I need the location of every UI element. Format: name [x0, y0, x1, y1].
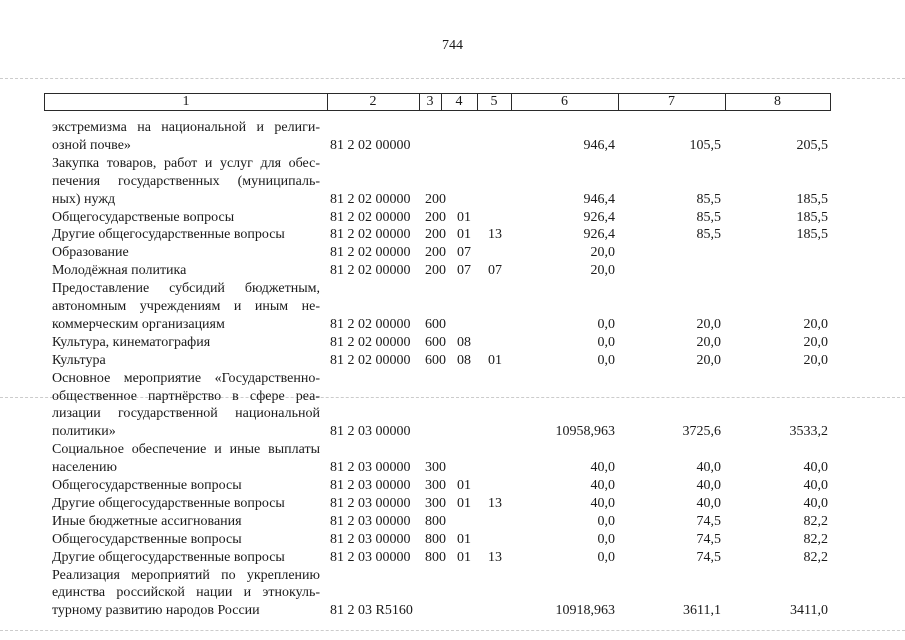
scan-line-bottom	[0, 630, 905, 631]
cell-c4: 01	[457, 549, 471, 565]
cell-c3: 800	[425, 513, 446, 529]
header-col-7: 7	[668, 94, 675, 109]
cell-c7: 85,5	[696, 209, 721, 225]
cell-c1: Закупка товаров, работ и услуг для обес-	[52, 155, 320, 171]
page-number: 744	[442, 38, 463, 53]
cell-c1: экстремизма на национальной и религи-	[52, 120, 320, 135]
cell-c2: 81 2 03 00000	[330, 478, 411, 493]
table-row	[0, 567, 905, 585]
table-row	[0, 459, 905, 477]
cell-c8: 20,0	[803, 316, 828, 332]
cell-c2: 81 2 03 00000	[330, 495, 411, 511]
header-col-4: 4	[455, 94, 463, 109]
cell-c3: 200	[425, 191, 446, 207]
cell-c6: 40,0	[590, 478, 615, 493]
table-row	[0, 334, 905, 352]
cell-c4: 07	[457, 263, 471, 279]
cell-c5: 13	[488, 549, 502, 565]
table-row	[0, 477, 905, 495]
table-row	[0, 280, 905, 298]
cell-c3: 600	[425, 334, 446, 350]
cell-c8: 20,0	[803, 352, 828, 368]
cell-c4: 07	[457, 245, 471, 261]
cell-c1: автономным учреждениям и иным не-	[52, 299, 320, 314]
cell-c6: 40,0	[590, 495, 615, 511]
cell-c7: 105,5	[689, 137, 721, 153]
cell-c6: 0,0	[597, 334, 615, 350]
cell-c4: 08	[457, 352, 471, 368]
cell-c1: Культура, кинематография	[52, 334, 211, 350]
cell-c6: 926,4	[583, 227, 615, 243]
cell-c1: коммерческим организациям	[52, 316, 225, 332]
cell-c1: политики»	[52, 424, 116, 440]
table-row	[0, 405, 905, 423]
cell-c3: 300	[425, 478, 446, 493]
cell-c6: 0,0	[597, 352, 615, 368]
cell-c7: 85,5	[696, 191, 721, 207]
header-col-1: 1	[182, 94, 190, 109]
cell-c1: Общегосударственые вопросы	[52, 209, 235, 225]
cell-c8: 82,2	[803, 531, 828, 547]
cell-c6: 10958,963	[555, 424, 615, 440]
cell-c1: Общегосударственные вопросы	[52, 478, 242, 493]
table-row	[0, 495, 905, 513]
cell-c2: 81 2 02 00000	[330, 245, 411, 261]
table-row	[0, 262, 905, 280]
cell-c7: 20,0	[696, 352, 721, 368]
table-row	[0, 173, 905, 191]
cell-c2: 81 2 02 00000	[330, 227, 411, 243]
cell-c3: 800	[425, 549, 446, 565]
cell-c2: 81 2 02 00000	[330, 352, 411, 368]
cell-c7: 20,0	[696, 316, 721, 332]
cell-c4: 08	[457, 334, 471, 350]
cell-c2: 81 2 03 00000	[330, 424, 411, 440]
cell-c1: общественное партнёрство в сфере реа-	[52, 388, 320, 404]
cell-c2: 81 2 03 00000	[330, 549, 411, 565]
table-row	[0, 155, 905, 173]
cell-c2: 81 2 02 00000	[330, 263, 411, 279]
cell-c4: 01	[457, 227, 471, 243]
cell-c7: 40,0	[696, 460, 721, 476]
cell-c6: 946,4	[583, 137, 615, 153]
cell-c7: 3611,1	[683, 603, 721, 619]
cell-c7: 40,0	[696, 478, 721, 493]
cell-c1: Общегосударственные вопросы	[52, 531, 242, 547]
header-col-3: 3	[426, 94, 434, 109]
cell-c8: 40,0	[803, 478, 828, 493]
cell-c1: Предоставление субсидий бюджетным,	[52, 281, 320, 297]
cell-c1: Основное мероприятие «Государственно-	[52, 370, 320, 386]
header-col-2: 2	[369, 94, 377, 109]
table-header	[44, 93, 831, 111]
cell-c3: 200	[425, 209, 446, 225]
table-row	[0, 119, 905, 137]
table-row	[0, 370, 905, 388]
cell-c6: 0,0	[597, 531, 615, 547]
header-col-5: 5	[490, 94, 498, 109]
table-row	[0, 513, 905, 531]
table-row	[0, 209, 905, 227]
cell-c8: 185,5	[796, 227, 828, 243]
table-row	[0, 584, 905, 602]
cell-c1: населению	[52, 460, 117, 476]
cell-c1: Молодёжная политика	[52, 263, 187, 279]
cell-c2: 81 2 02 00000	[330, 137, 411, 153]
cell-c1: Реализация мероприятий по укреплению	[52, 567, 320, 583]
cell-c1: Другие общегосударственные вопросы	[52, 227, 285, 243]
cell-c6: 926,4	[583, 209, 615, 225]
cell-c7: 40,0	[696, 495, 721, 511]
cell-c6: 20,0	[590, 245, 615, 261]
table-row	[0, 388, 905, 406]
header-col-8: 8	[774, 94, 781, 109]
cell-c3: 200	[425, 263, 446, 279]
table-row	[0, 549, 905, 567]
cell-c3: 200	[425, 227, 446, 243]
table-row	[0, 531, 905, 549]
cell-c7: 3725,6	[682, 424, 721, 440]
cell-c3: 300	[425, 460, 446, 476]
table-row	[0, 298, 905, 316]
cell-c8: 185,5	[796, 191, 828, 207]
cell-c1: Социальное обеспечение и иные выплаты	[52, 442, 320, 458]
cell-c6: 0,0	[597, 513, 615, 529]
cell-c2: 81 2 03 00000	[330, 531, 411, 547]
cell-c6: 0,0	[597, 316, 615, 332]
cell-c2: 81 2 03 R5160	[330, 603, 413, 619]
table-row	[0, 441, 905, 459]
cell-c4: 01	[457, 209, 471, 225]
table-row	[0, 226, 905, 244]
cell-c4: 01	[457, 478, 471, 493]
cell-c2: 81 2 03 00000	[330, 513, 411, 529]
header-col-6: 6	[561, 94, 568, 109]
table-row	[0, 137, 905, 155]
cell-c6: 40,0	[590, 460, 615, 476]
cell-c8: 205,5	[796, 137, 828, 153]
cell-c8: 40,0	[803, 460, 828, 476]
cell-c2: 81 2 02 00000	[330, 209, 411, 225]
cell-c8: 40,0	[803, 495, 828, 511]
cell-c7: 74,5	[696, 513, 721, 529]
table-row	[0, 191, 905, 209]
cell-c4: 01	[457, 495, 471, 511]
cell-c7: 20,0	[696, 334, 721, 350]
table-row	[0, 423, 905, 441]
cell-c5: 01	[488, 352, 502, 368]
cell-c1: ных) нужд	[52, 191, 116, 207]
cell-c8: 3533,2	[789, 424, 828, 440]
table-row	[0, 352, 905, 370]
cell-c1: единства российской нации и этнокуль-	[52, 585, 320, 601]
scan-line-top	[0, 78, 905, 79]
cell-c1: печения государственных (муниципаль-	[52, 173, 320, 189]
table-row	[0, 316, 905, 334]
cell-c3: 300	[425, 495, 446, 511]
cell-c2: 81 2 02 00000	[330, 191, 411, 207]
table-row	[0, 602, 905, 620]
cell-c6: 0,0	[597, 549, 615, 565]
cell-c2: 81 2 03 00000	[330, 460, 411, 476]
cell-c7: 85,5	[696, 227, 721, 243]
cell-c5: 13	[488, 495, 502, 511]
cell-c2: 81 2 02 00000	[330, 334, 411, 350]
cell-c7: 74,5	[696, 549, 721, 565]
cell-c1: турному развитию народов России	[52, 603, 260, 619]
cell-c8: 82,2	[803, 549, 828, 565]
cell-c5: 13	[488, 227, 502, 243]
cell-c3: 200	[425, 245, 446, 261]
cell-c8: 185,5	[796, 209, 828, 225]
cell-c3: 800	[425, 531, 446, 547]
cell-c1: Иные бюджетные ассигнования	[52, 513, 242, 529]
cell-c1: Образование	[52, 245, 129, 261]
cell-c1: озной почве»	[52, 137, 131, 153]
cell-c1: лизации государственной национальной	[52, 406, 320, 422]
cell-c8: 82,2	[803, 513, 828, 529]
cell-c6: 10918,963	[555, 603, 615, 619]
cell-c6: 946,4	[583, 191, 615, 207]
cell-c8: 3411,0	[790, 603, 828, 619]
cell-c5: 07	[488, 263, 502, 279]
cell-c3: 600	[425, 352, 446, 368]
cell-c6: 20,0	[590, 263, 615, 279]
cell-c1: Другие общегосударственные вопросы	[52, 549, 285, 565]
cell-c2: 81 2 02 00000	[330, 316, 411, 332]
cell-c1: Культура	[52, 352, 106, 368]
cell-c8: 20,0	[803, 334, 828, 350]
cell-c1: Другие общегосударственные вопросы	[52, 495, 285, 511]
table-row	[0, 244, 905, 262]
cell-c3: 600	[425, 316, 446, 332]
cell-c4: 01	[457, 531, 471, 547]
cell-c7: 74,5	[696, 531, 721, 547]
